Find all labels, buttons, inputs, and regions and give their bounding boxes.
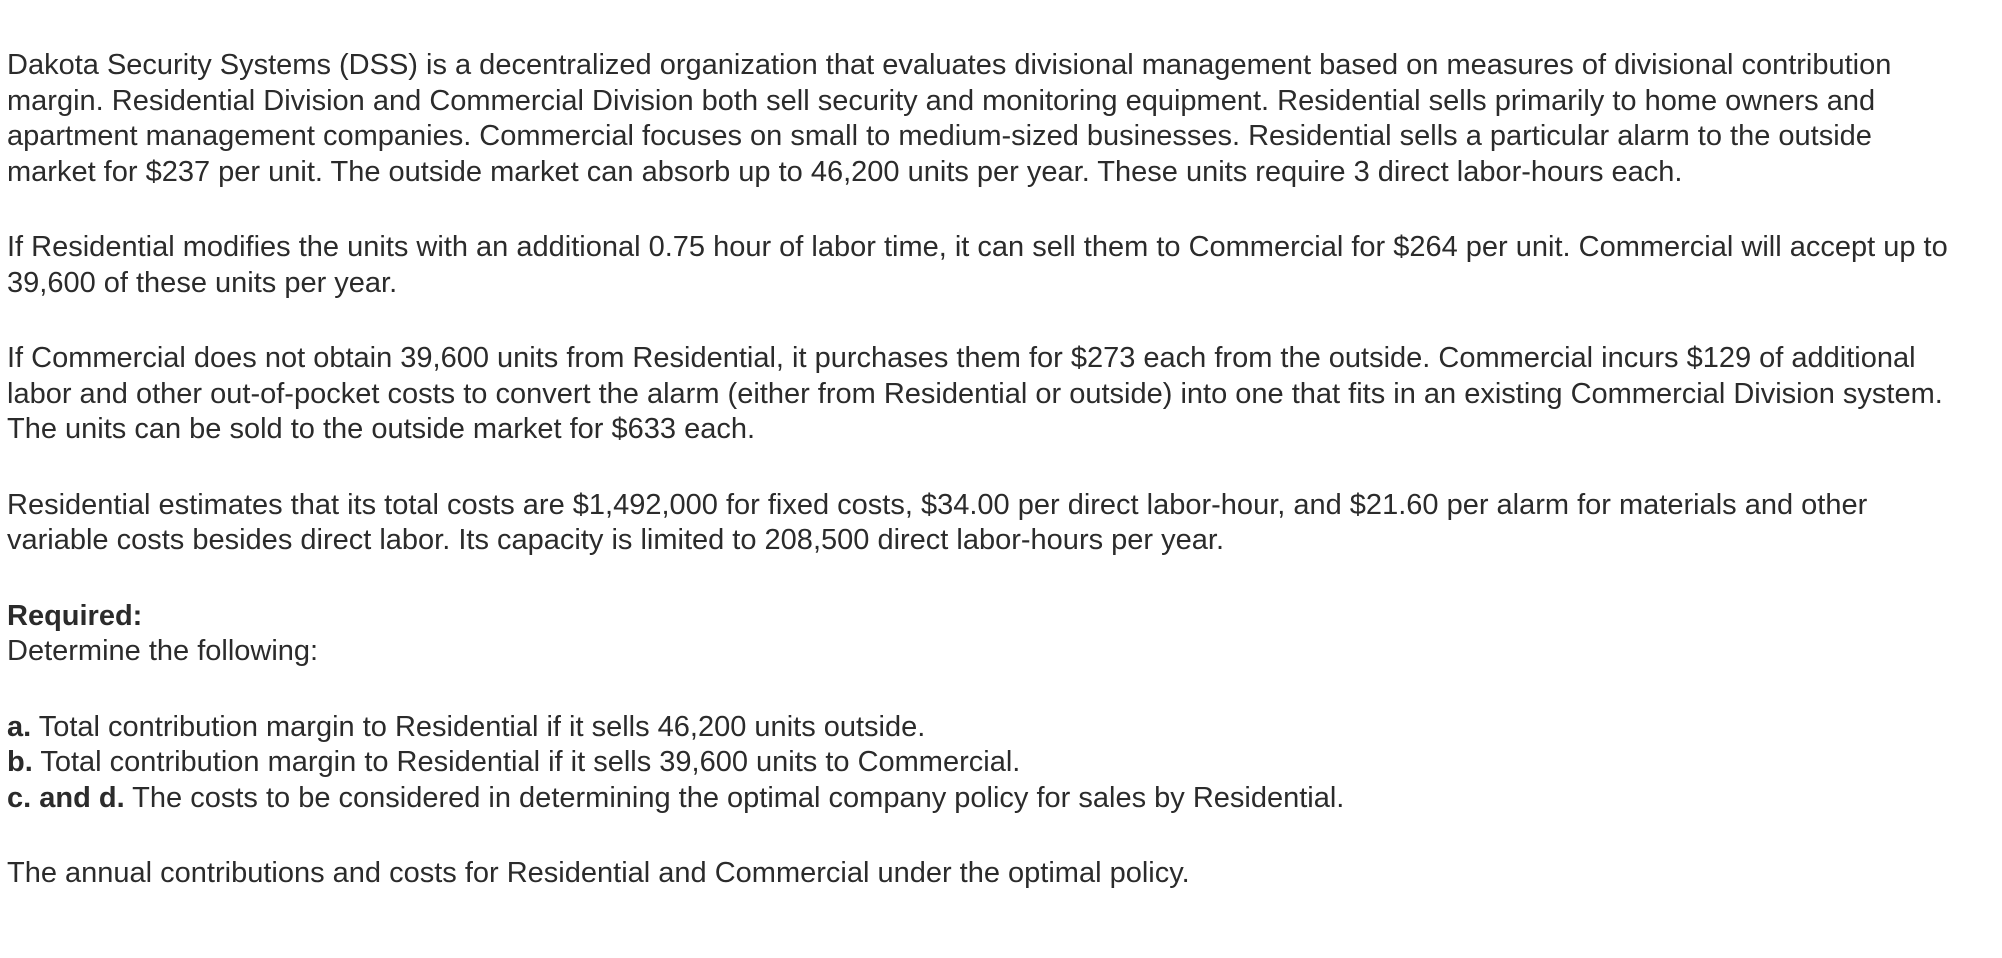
item-text: Total contribution margin to Residential if it sells 39,600 units to Commercial. bbox=[32, 746, 1021, 778]
item-text: The costs to be considered in determining the optimal company policy for sales by Residential. bbox=[124, 781, 1345, 814]
item-text: Total contribution margin to Residential if it sells 46,200 units outside. bbox=[31, 710, 926, 743]
problem-text bbox=[7, 48, 1967, 932]
required-intro: Determine the following: bbox=[7, 635, 319, 667]
list-item bbox=[7, 745, 1967, 781]
list-item bbox=[7, 710, 1967, 746]
paragraph-closing: The annual contributions and costs for Residential and Commercial under the optimal policy. bbox=[7, 857, 1190, 889]
item-marker: a. bbox=[7, 710, 32, 743]
item-marker: b. bbox=[7, 746, 33, 778]
paragraph-commercial: If Commercial does not obtain 39,600 units from Residential, it purchases them for $273 each from the outside. Commercial incurs $129 of additional labor and other out-of-pocket costs to convert the alarm (either from Residential or outside) into one that fits in an existing Commercial Division system. The units can be sold to the outside market for $633 each. bbox=[7, 342, 1943, 445]
list-item bbox=[7, 781, 1967, 817]
paragraph-intro: Dakota Security Systems (DSS) is a decentralized organization that evaluates divisional management based on measures of divisional contribution margin. Residential Division and Commercial Division both sell security and monitoring equipment. Residential sells primarily to home owners and apartment management companies. Commercial focuses on small to medium-sized businesses. Residential sells a particular alarm to the outside market for $237 per unit. The outside market can absorb up to 46,200 units per year. These units require 3 direct labor-hours each. bbox=[7, 49, 1892, 188]
paragraph-modification: If Residential modifies the units with an additional 0.75 hour of labor time, it can sell them to Commercial for $264 per unit. Commercial will accept up to 39,600 of these units per year. bbox=[7, 231, 1948, 299]
paragraph-costs: Residential estimates that its total costs are $1,492,000 for fixed costs, $34.00 per direct labor-hour, and $21.60 per alarm for materials and other variable costs besides direct labor. Its capacity is limited to 208,500 direct labor-hours per year. bbox=[7, 488, 1868, 556]
required-items bbox=[7, 710, 1967, 817]
required-section bbox=[7, 599, 1967, 670]
required-heading: Required: bbox=[7, 599, 143, 632]
item-marker: c. and d. bbox=[7, 781, 125, 814]
